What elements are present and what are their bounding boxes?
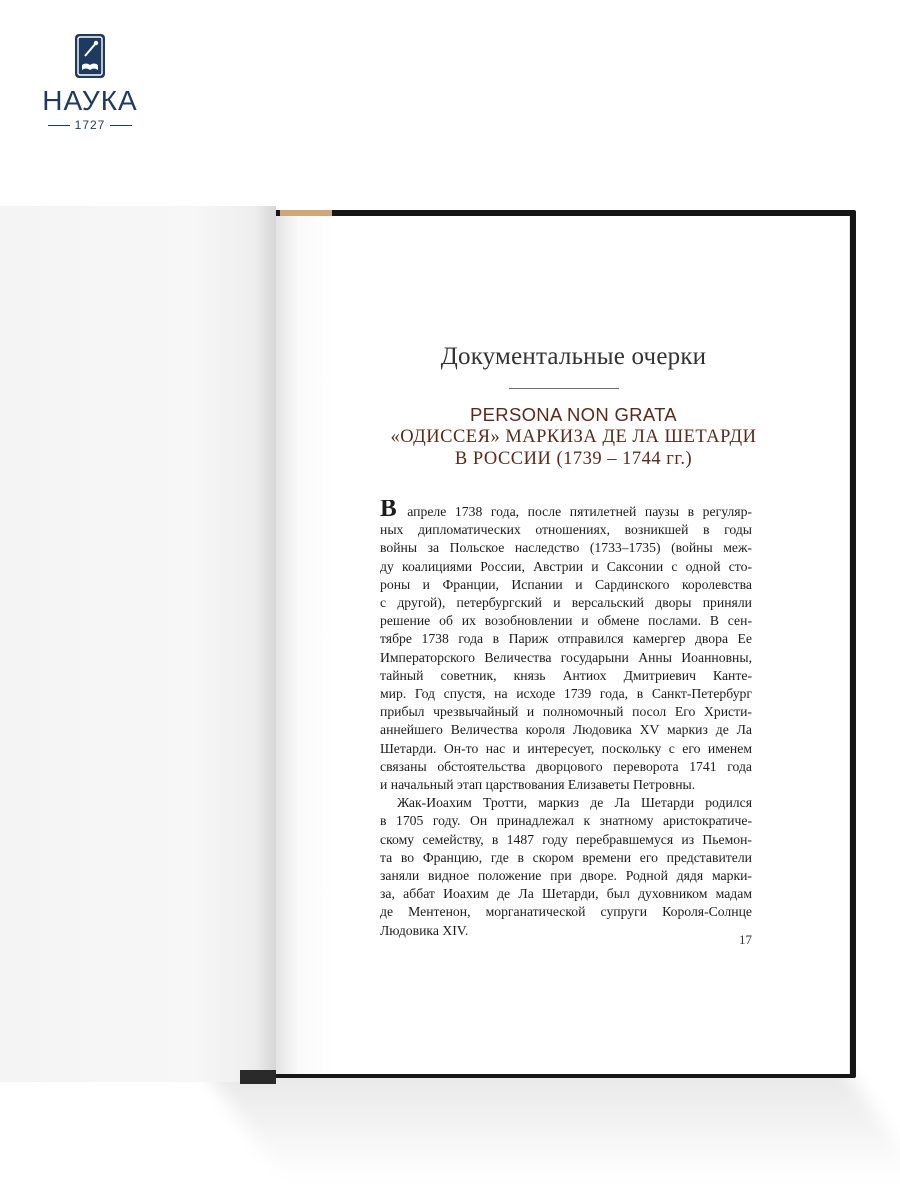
text-line: войны за Польское наследство (1733–1735) (войны меж- (380, 540, 752, 556)
chapter-heading (336, 404, 811, 470)
text-line: аннейшего Величества короля Людовика XV маркиз де Ла (380, 722, 752, 738)
book-shadow (198, 1060, 900, 1180)
section-title: Документальные очерки (440, 343, 707, 370)
heading-line-1: PERSONA NON GRATA (470, 404, 677, 425)
text-line: Жак-Иоахим Тротти, маркиз де Ла Шетарди родился (397, 795, 752, 811)
text-line: за, аббат Иоахим де Ла Шетарди, был духовником мадам (380, 886, 752, 902)
text-line: с другой), петербургский и версальский дворы приняли (380, 595, 752, 611)
text-line: Шетарди. Он-то нас и интересует, поскольку с его именем (380, 740, 752, 756)
publisher-year: 1727 (74, 118, 106, 132)
heading-line-2: «ОДИССЕЯ» МАРКИЗА ДЕ ЛА ШЕТАРДИ (390, 427, 757, 447)
left-page-edge (240, 1070, 276, 1084)
drop-cap: В (380, 500, 397, 522)
text-line: решение об их возобновлении и обмене послами. В сен- (380, 613, 752, 629)
text-line: ду коалициями России, Австрии и Саксонии с одной сто- (380, 558, 752, 574)
text-line: В апреле 1738 года, после пятилетней паузы в регуляр- (380, 500, 752, 521)
divider (110, 125, 132, 126)
text-line: скому семейству, в 1487 году перебравшемуся из Пьемон- (380, 831, 752, 847)
page-number: 17 (739, 932, 752, 947)
publisher-year-row (40, 118, 140, 132)
publisher-logo (40, 34, 140, 132)
text-line: ных дипломатических отношениях, возникшей в годы (380, 522, 752, 538)
text-line: мир. Год спустя, на исходе 1739 года, в Санкт-Петербург (380, 686, 752, 702)
text-line: та во Францию, где в скором времени его представители (380, 849, 752, 865)
body-text (380, 500, 752, 940)
text-line: прибыл чрезвычайный и полномочный посол Его Христи- (380, 704, 752, 720)
publisher-name: НАУКА (42, 85, 138, 116)
text-line: де Ментенон, морганатической супруги Короля-Солнце (380, 904, 752, 920)
text-line: и начальный этап царствования Елизаветы Петровны. (380, 777, 696, 793)
text-line: Людовика XIV. (380, 922, 469, 938)
book-lamp-icon (75, 34, 105, 78)
text-line: заняли видное положение при дворе. Родной дядя марки- (380, 868, 752, 884)
left-page (0, 206, 276, 1082)
heading-line-3: В РОССИИ (1739 – 1744 гг.) (454, 449, 693, 469)
right-page (276, 216, 850, 1074)
text-line: роны и Франции, Испании и Сардинского королевства (380, 576, 752, 592)
text-line: тайный советник, князь Антиох Дмитриевич Канте- (380, 667, 752, 683)
text-line: тябре 1738 года в Париж отправился камергер двора Ее (380, 631, 752, 647)
title-rule (509, 388, 619, 389)
text-line: связаны обстоятельства дворцового переворота 1741 года (380, 758, 752, 774)
text-line: Императорского Величества государыни Анны Иоанновны, (380, 649, 752, 665)
text-line: в 1705 году. Он принадлежал к знатному аристократиче- (380, 813, 752, 829)
divider (48, 125, 70, 126)
